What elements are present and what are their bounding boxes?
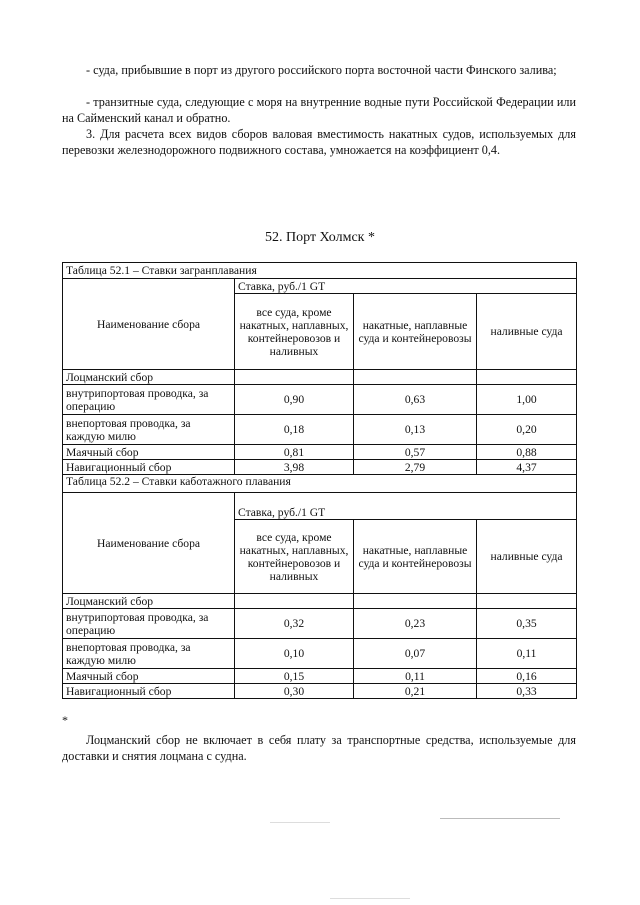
table1-col-header-tankers: наливные суда: [477, 294, 577, 370]
rate-value: 0,88: [477, 445, 577, 460]
rate-value: 1,00: [477, 385, 577, 415]
rate-value: 0,07: [354, 639, 477, 669]
rate-value: 0,63: [354, 385, 477, 415]
row-name: внутрипортовая проводка, за операцию: [63, 609, 235, 639]
table1-header-row: [63, 279, 577, 294]
scan-speck: [270, 822, 330, 823]
rate-value: 0,16: [477, 669, 577, 684]
rate-value: 0,35: [477, 609, 577, 639]
row-name: внепортовая проводка, за каждую милю: [63, 639, 235, 669]
table2-group-label: Лоцманский сбор: [63, 594, 235, 609]
rate-value: 0,57: [354, 445, 477, 460]
table-row: [63, 669, 577, 684]
rate-value: 0,33: [477, 684, 577, 699]
rate-value: 3,98: [235, 460, 354, 475]
table1-col-header-all: все суда, кроме накатных, наплавных, контейнеровозов и наливных: [235, 294, 354, 370]
table-row: [63, 385, 577, 415]
table1-name-header: Наименование сбора: [63, 279, 235, 370]
table-row: [63, 609, 577, 639]
row-name: внепортовая проводка, за каждую милю: [63, 415, 235, 445]
rate-value: 2,79: [354, 460, 477, 475]
rate-value: 0,10: [235, 639, 354, 669]
rate-value: 0,21: [354, 684, 477, 699]
table2-caption-row: [63, 475, 577, 493]
intro-item-1: - суда, прибывшие в порт из другого российского порта восточной части Финского залива;: [86, 63, 557, 77]
row-name: Маячный сбор: [63, 669, 235, 684]
rate-value: 0,20: [477, 415, 577, 445]
table1-caption: Таблица 52.1 – Ставки загранплавания: [63, 263, 577, 279]
rate-value: 4,37: [477, 460, 577, 475]
table2-group-row: [63, 594, 577, 609]
table-row: [63, 639, 577, 669]
rate-value: 0,30: [235, 684, 354, 699]
rate-value: 0,90: [235, 385, 354, 415]
row-name: Маячный сбор: [63, 445, 235, 460]
rate-value: 0,13: [354, 415, 477, 445]
rate-value: 0,32: [235, 609, 354, 639]
footnote-mark: *: [62, 713, 68, 727]
rate-value: 0,23: [354, 609, 477, 639]
intro-item-2: - транзитные суда, следующие с моря на внутренние водные пути Российской Федерации или на Сайменский канал и обратно.: [62, 95, 576, 125]
table1-col-header-roro: накатные, наплавные суда и контейнеровозы: [354, 294, 477, 370]
intro-item-3: 3. Для расчета всех видов сборов валовая вместимость накатных судов, используемых для перевозки железнодорожного подвижного состава, умножается на коэффициент 0,4.: [62, 127, 576, 157]
rate-value: 0,15: [235, 669, 354, 684]
table2-name-header: Наименование сбора: [63, 493, 235, 594]
rate-value: 0,18: [235, 415, 354, 445]
table-row: [63, 415, 577, 445]
table-row: [63, 684, 577, 699]
row-name: Навигационный сбор: [63, 684, 235, 699]
table-row: [63, 460, 577, 475]
footnote-text: Лоцманский сбор не включает в себя плату за транспортные средства, используемые для доставки и снятия лоцмана с судна.: [62, 733, 576, 763]
section-title: 52. Порт Холмск *: [265, 230, 375, 245]
row-name: внутрипортовая проводка, за операцию: [63, 385, 235, 415]
table2-col-header-all: все суда, кроме накатных, наплавных, контейнеровозов и наливных: [235, 520, 354, 594]
row-name: Навигационный сбор: [63, 460, 235, 475]
table1-group-label: Лоцманский сбор: [63, 370, 235, 385]
rate-value: 0,81: [235, 445, 354, 460]
table2-caption: Таблица 52.2 – Ставки каботажного плавания: [63, 475, 577, 493]
table2-col-header-tankers: наливные суда: [477, 520, 577, 594]
table1-rate-header: Ставка, руб./1 GT: [235, 279, 577, 294]
scan-speck: [330, 898, 410, 899]
rate-value: 0,11: [354, 669, 477, 684]
scan-speck: [440, 818, 560, 819]
table1-caption-row: [63, 263, 577, 279]
rate-value: 0,11: [477, 639, 577, 669]
rates-table: [62, 262, 577, 699]
table2-header-row: [63, 493, 577, 520]
table2-rate-header: Ставка, руб./1 GT: [235, 493, 577, 520]
table-row: [63, 445, 577, 460]
table2-col-header-roro: накатные, наплавные суда и контейнеровозы: [354, 520, 477, 594]
table1-group-row: [63, 370, 577, 385]
